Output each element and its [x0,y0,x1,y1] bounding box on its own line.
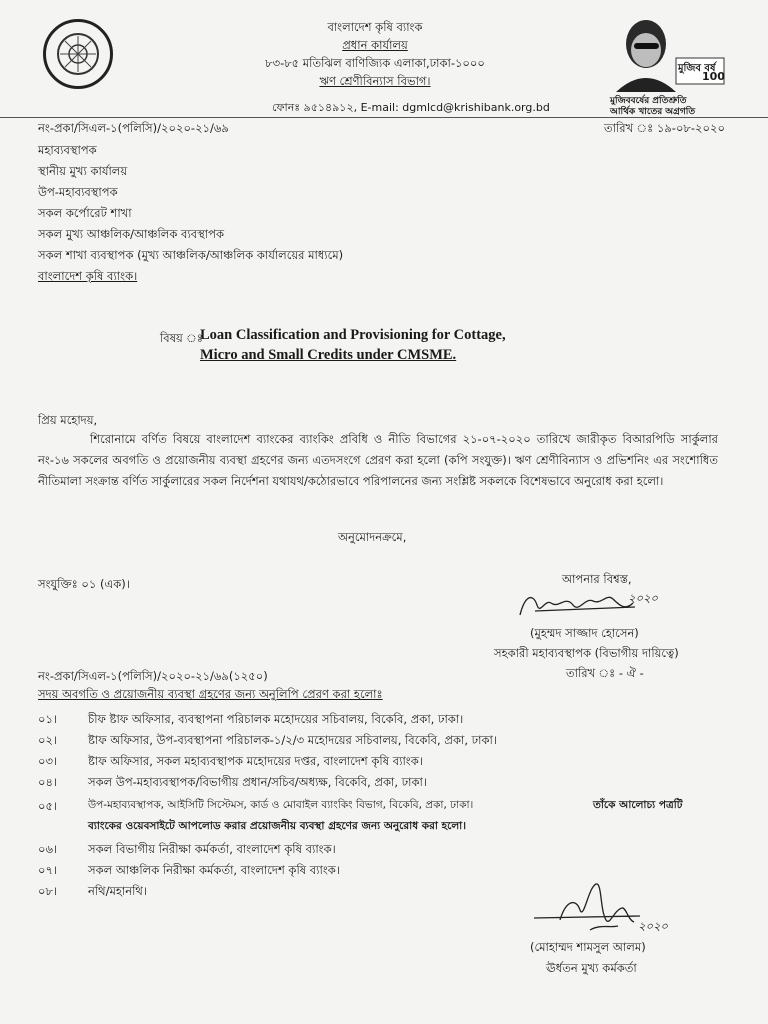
list-item-text: উপ-মহাব্যবস্থাপক, আইসিটি সিস্টেমস, কার্ড ও মোবাইল ব্যাংকিং বিভাগ, বিকেবি, প্রকা, ঢাকা। [88,799,474,811]
list-item-number: ০৩। [38,754,58,768]
signature-1 [515,585,685,623]
subject-prefix: বিষয় ঃ [160,331,203,345]
recipients-block [38,143,343,290]
seal-emblem-icon [46,22,110,86]
list-item-text-line2: ব্যাংকের ওয়েবসাইটে আপলোড করার প্রয়োজনীয় ব্যবস্থা গ্রহণের জন্য অনুরোধ করা হলো। [88,820,466,832]
recipient-line: সকল শাখা ব্যবস্থাপক (মুখ্য আঞ্চলিক/আঞ্চলিক কার্যালয়ের মাধ্যমে) [38,248,344,262]
badge-caption-1: মুজিববর্ষের প্রতিশ্রুতি [610,96,687,106]
recipient-line: মহাব্যবস্থাপক [38,143,97,157]
list-item-text: সকল আঞ্চলিক নিরীক্ষা কর্মকর্তা, বাংলাদেশ কৃষি ব্যাংক। [88,863,340,877]
badge-caption-2: আর্থিক খাতের অগ্রগতি [610,107,696,117]
list-item-text: ষ্টাফ অফিসার, উপ-ব্যবস্থাপনা পরিচালক-১/২/৩ মহোদয়ের সচিবালয়, বিকেবি, প্রকা, ঢাকা। [88,733,497,747]
signatory-1-name: (মুহম্মদ সাজ্জাদ হোসেন) [530,626,639,640]
subject-line-1: Loan Classification and Provisioning for Cottage, [200,327,506,343]
badge-number: 100 [702,70,725,83]
list-item-text: সকল উপ-মহাব্যবস্থাপক/বিভাগীয় প্রধান/সচিব/অধ্যক্ষ, বিকেবি, প্রকা, ঢাকা। [88,775,428,789]
list-item-text: সকল বিভাগীয় নিরীক্ষা কর্মকর্তা, বাংলাদেশ কৃষি ব্যাংক। [88,842,336,856]
mujib-borsho-badge [608,14,730,117]
closing-text: আপনার বিশ্বস্ত, [562,572,632,586]
bank-logo-seal [43,19,113,89]
recipient-line: বাংলাদেশ কৃষি ব্যাংক। [38,269,138,283]
copy-ref-no: নং-প্রকা/সিএল-১(পলিসি)/২০২০-২১/৬৯(১২৫০) [38,669,268,683]
list-item-text: নথি/মহানথি। [88,884,147,898]
list-item-number: ০৫। [38,799,58,813]
list-item-bold-tail: তাঁকে আলোচ্য পত্রটি [593,799,683,811]
subject-line-2: Micro and Small Credits under CMSME. [200,347,457,363]
salutation: প্রিয় মহোদয়, [38,413,98,427]
office-name: প্রধান কার্যালয় [342,38,408,52]
recipient-line: সকল মুখ্য আঞ্চলিক/আঞ্চলিক ব্যবস্থাপক [38,227,224,241]
approval-text: অনুমোদনক্রমে, [338,530,407,544]
division-name: ঋণ শ্রেণীবিন্যাস বিভাগ। [319,74,431,88]
list-item-number: ০৮। [38,884,58,898]
copy-heading: সদয় অবগতি ও প্রয়োজনীয় ব্যবস্থা গ্রহণের জন্য অনুলিপি প্রেরণ করা হলোঃ [38,687,383,701]
signatory-1-date: তারিখ ঃ - ঐ - [566,666,644,680]
signatory-2-title: ঊর্ধতন মুখ্য কর্মকর্তা [546,961,637,975]
list-item-number: ০৬। [38,842,58,856]
list-item-text: চীফ ষ্টাফ অফিসার, ব্যবস্থাপনা পরিচালক মহোদয়ের সচিবালয়, বিকেবি, প্রকা, ঢাকা। [88,712,464,726]
letterhead [230,20,520,89]
attachment-text: সংযুক্তিঃ ০১ (এক)। [38,577,130,591]
list-item-text: ষ্টাফ অফিসার, সকল মহাব্যবস্থাপক মহোদয়ের দপ্তর, বাংলাদেশ কৃষি ব্যাংক। [88,754,423,768]
signatory-1-title: সহকারী মহাব্যবস্থাপক (বিভাগীয় দায়িত্বে) [494,646,679,660]
memo-ref-no: নং-প্রকা/সিএল-১(পলিসি)/২০২০-২১/৬৯ [38,121,229,135]
recipient-line: সকল কর্পোরেট শাখা [38,206,132,220]
list-item-number: ০১। [38,712,58,726]
body-paragraph: শিরোনামে বর্ণিত বিষয়ে বাংলাদেশ ব্যাংকের ব্যাংকিং প্রবিধি ও নীতি বিভাগের ২১-০৭-২০২০ তারিখে জারীকৃত বিআরপিডি সার্কুলার নং-১৬ সকলের অবগতি ও প্রয়োজনীয় ব্যবস্থা গ্রহণের জন্য এতদসংগে প্রেরণ করা হলো (কপি সংযুক্ত)। ঋণ শ্রেণীবিন্যাস ও প্রভিশনিং এর সংশোধিত নীতিমালা সংক্রান্ত বর্ণিত সার্কুলারের সকল নির্দেশনা যথাযথ/কঠোরভাবে পরিপালনের জন্য সংশ্লিষ্ট সকলকে বিশেষভাবে অনুরোধ করা হলো। [38,432,718,488]
contact-line: ফোনঃ ৯৫১৪৯১২, E-mail: dgmlcd@krishibank.org.bd [272,101,550,114]
badge-text: মুজিব বর্ষ [678,63,716,74]
list-item-number: ০৭। [38,863,58,877]
recipient-line: উপ-মহাব্যবস্থাপক [38,185,118,199]
signature-2-date: ২০২০ [638,919,668,933]
signature-1-date: ২০২০ [628,591,658,605]
bank-name: বাংলাদেশ কৃষি ব্যাংক [327,20,423,34]
list-item-number: ০৪। [38,775,58,789]
list-item-number: ০২। [38,733,58,747]
recipient-line: স্থানীয় মুখ্য কার্যালয় [38,164,128,178]
signatory-2-name: (মোহাম্মদ শামসুল আলম) [530,940,646,954]
memo-date: তারিখ ঃ ১৯-০৮-২০২০ [604,121,725,135]
office-address: ৮৩-৮৫ মতিঝিল বাণিজ্যিক এলাকা,ঢাকা-১০০০ [265,56,485,70]
